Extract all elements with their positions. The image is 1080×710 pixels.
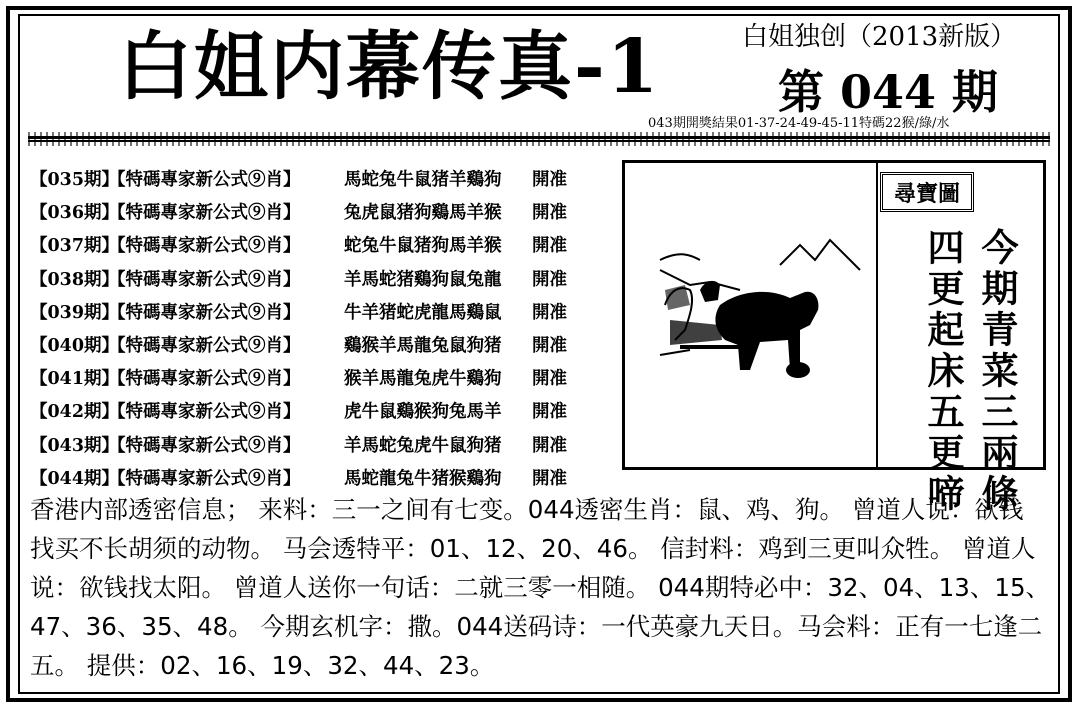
list-item [30,262,592,295]
info-line: 五。 提供：02、16、19、32、44、23。 [30,651,495,680]
formula-label: 【特碼專家新公式⑨肖】 [108,236,301,257]
zodiac-list: 蛇兔牛鼠猪狗馬羊猴 [344,236,502,257]
zodiac-list: 羊馬蛇兔虎牛鼠狗猪 [344,435,502,456]
list-item [30,228,592,261]
info-line: 47、36、35、48。 今期玄机字：撒。044送码诗：一代英豪九天日。马会料：正有一七逢二 [30,612,1043,641]
status-label: 開准 [532,369,567,390]
period-label: 【035期】 [30,170,120,191]
info-line: 找买不长胡须的动物。 马会透特平：01、12、20、46。 信封料：鸡到三更叫众牲。 曾道人 [30,534,1036,563]
zodiac-list: 鷄猴羊馬龍兔鼠狗猪 [344,336,502,357]
formula-label: 【特碼專家新公式⑨肖】 [108,203,301,224]
list-item [30,195,592,228]
status-label: 開准 [532,468,567,489]
status-label: 開准 [532,203,567,224]
zodiac-list: 虎牛鼠鷄猴狗兔馬羊 [344,402,502,423]
treasure-map-label: 尋寶圖 [880,172,974,212]
status-label: 開准 [532,402,567,423]
list-item [30,428,592,461]
status-label: 開准 [532,269,567,290]
formula-label: 【特碼專家新公式⑨肖】 [108,435,301,456]
list-item [30,162,592,195]
previous-result: 043期開獎結果01-37-24-49-45-11特碼22猴/綠/水 [648,116,950,131]
list-item [30,328,592,361]
period-label: 【041期】 [30,369,120,390]
picture-divider [876,162,878,468]
formula-label: 【特碼專家新公式⑨肖】 [108,170,301,191]
formula-label: 【特碼專家新公式⑨肖】 [108,369,301,390]
zodiac-list: 兔虎鼠猪狗鷄馬羊猴 [344,203,502,224]
zodiac-list: 馬蛇兔牛鼠猪羊鷄狗 [344,170,502,191]
riddle-line-2: 四更起床五更啼 [921,228,965,515]
status-label: 開准 [532,336,567,357]
period-label: 【043期】 [30,435,120,456]
page-title: 白姐内幕传真-1 [118,24,661,110]
zodiac-list: 猴羊馬龍兔虎牛鷄狗 [344,369,502,390]
status-label: 開准 [532,236,567,257]
period-label: 【042期】 [30,402,120,423]
formula-label: 【特碼專家新公式⑨肖】 [108,468,301,489]
period-label: 【036期】 [30,203,120,224]
period-label: 【039期】 [30,302,120,323]
status-label: 開准 [532,435,567,456]
list-item [30,361,592,394]
zodiac-list: 牛羊猪蛇虎龍馬鷄鼠 [344,302,502,323]
list-item [30,461,592,494]
zodiac-list: 馬蛇龍兔牛猪猴鷄狗 [344,468,502,489]
issue-number: 第 044 期 [778,65,999,119]
decorative-rule [28,136,1050,142]
insider-info-paragraph [30,490,1060,685]
edition-label: 白姐独创（2013新版） [742,22,1017,52]
prediction-list [30,162,592,494]
list-item [30,394,592,427]
info-line: 说：欲钱找太阳。 曾道人送你一句话：二就三零一相随。 044期特必中：32、04、13、15、 [30,573,1051,602]
formula-label: 【特碼專家新公式⑨肖】 [108,269,301,290]
status-label: 開准 [532,170,567,191]
ox-farmer-illustration [650,230,870,390]
period-label: 【037期】 [30,236,120,257]
formula-label: 【特碼專家新公式⑨肖】 [108,302,301,323]
period-label: 【038期】 [30,269,120,290]
period-label: 【044期】 [30,468,120,489]
list-item [30,295,592,328]
riddle-line-1: 今期青菜三兩條 [975,228,1019,515]
info-line: 香港内部透密信息； 来料：三一之间有七变。044透密生肖：鼠、鸡、狗。 曾道人说：欲钱 [30,495,1024,524]
formula-label: 【特碼專家新公式⑨肖】 [108,336,301,357]
status-label: 開准 [532,302,567,323]
period-label: 【040期】 [30,336,120,357]
zodiac-list: 羊馬蛇猪鷄狗鼠兔龍 [344,269,502,290]
formula-label: 【特碼專家新公式⑨肖】 [108,402,301,423]
